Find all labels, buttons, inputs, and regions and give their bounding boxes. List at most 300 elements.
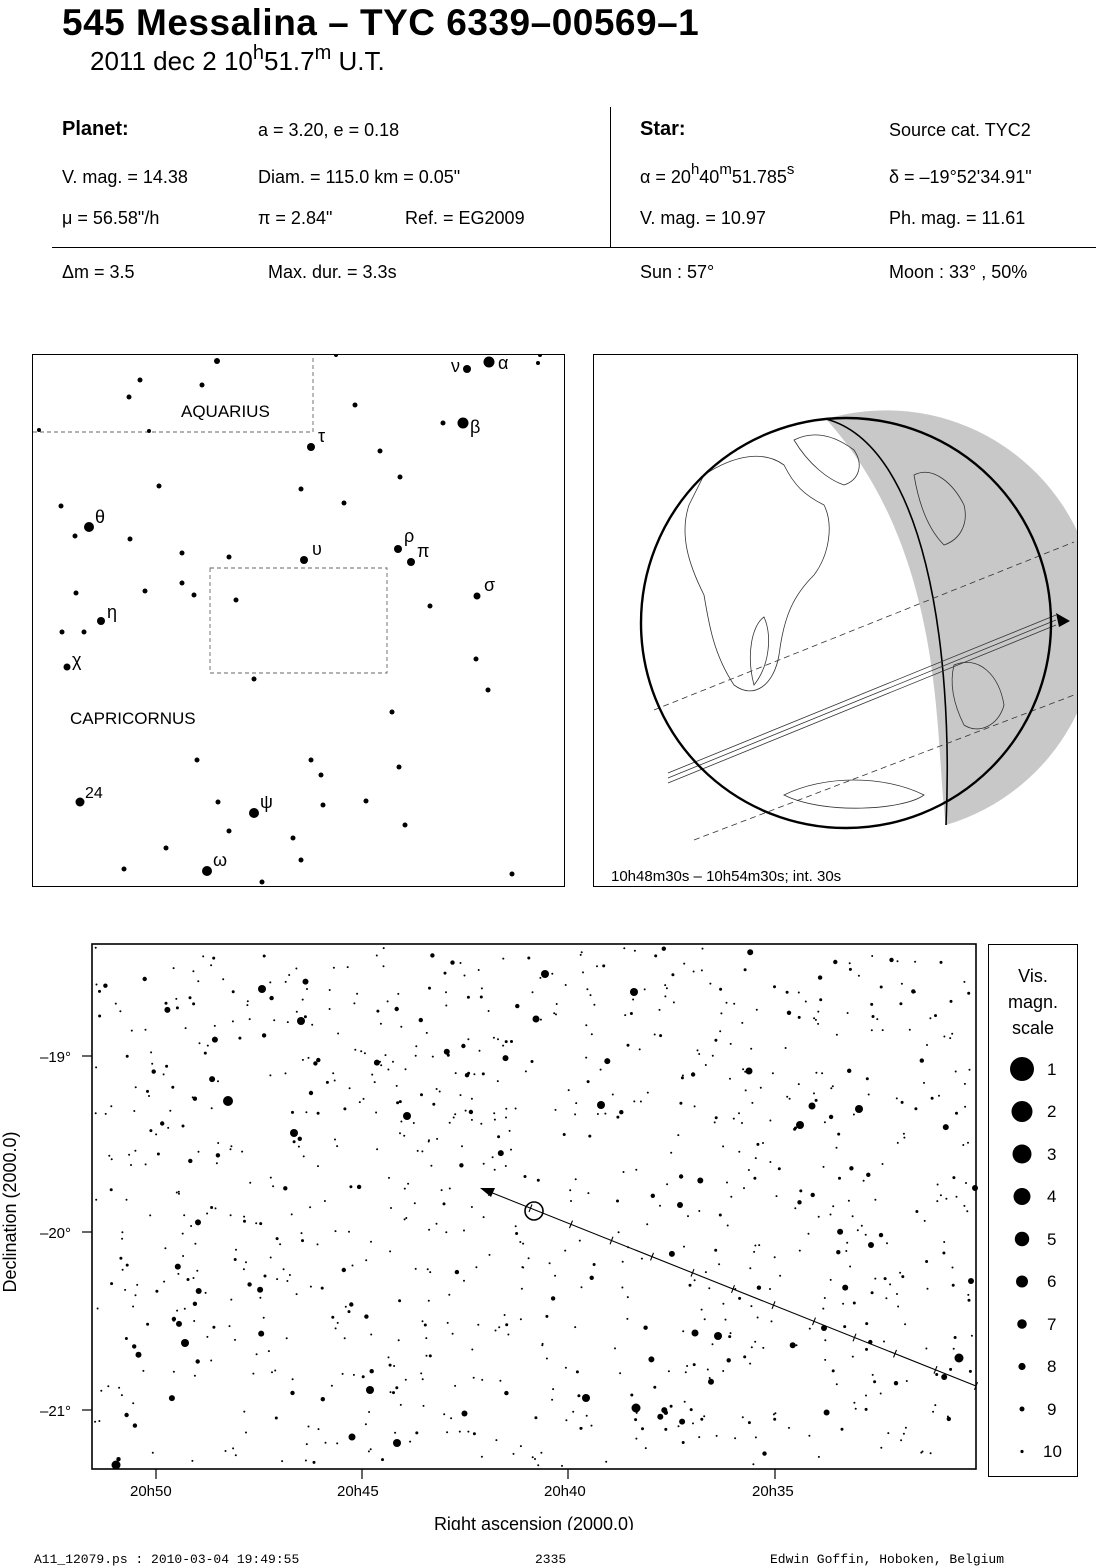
map-star <box>460 1094 462 1096</box>
map-star <box>230 1148 232 1150</box>
scale-dot-icon <box>1015 1232 1029 1246</box>
map-star <box>176 1321 182 1327</box>
finder-star <box>407 558 415 566</box>
map-star <box>632 999 634 1001</box>
map-star <box>268 1350 270 1352</box>
map-star <box>722 1370 724 1372</box>
map-star <box>283 1268 285 1270</box>
map-star <box>657 1414 663 1420</box>
finder-star <box>216 800 221 805</box>
map-star <box>651 1194 655 1198</box>
map-star <box>505 1323 508 1326</box>
label-pi: π <box>417 541 430 561</box>
map-star <box>605 1461 607 1463</box>
map-star <box>463 1230 465 1232</box>
map-star <box>302 1059 304 1061</box>
map-star <box>671 973 674 976</box>
map-star <box>930 1452 932 1454</box>
scale-label-5: 5 <box>1047 1230 1057 1249</box>
map-star <box>380 1023 382 1025</box>
map-star <box>693 1363 696 1366</box>
finder-star <box>147 429 151 433</box>
map-star <box>849 962 851 964</box>
map-star <box>855 1105 863 1113</box>
map-star <box>475 1266 477 1268</box>
map-star <box>647 1092 649 1094</box>
map-star <box>376 955 378 957</box>
map-star <box>135 1294 137 1296</box>
map-star <box>505 1040 508 1043</box>
star-alpha <box>640 161 795 188</box>
map-star <box>212 1326 215 1329</box>
map-star <box>380 1064 382 1066</box>
map-star <box>335 1327 337 1329</box>
map-star <box>427 1268 429 1270</box>
map-star <box>612 1094 614 1096</box>
map-star <box>368 1411 370 1413</box>
map-star <box>371 1074 373 1076</box>
map-star <box>883 1341 885 1343</box>
map-star <box>870 1003 873 1006</box>
map-star <box>753 1251 755 1253</box>
map-star <box>348 1310 351 1313</box>
map-star <box>940 961 943 964</box>
map-star <box>537 1179 540 1182</box>
map-star <box>762 1142 764 1144</box>
map-star <box>259 1222 262 1225</box>
map-star <box>448 1294 450 1296</box>
map-star <box>798 992 800 994</box>
map-star <box>914 1107 917 1110</box>
map-star <box>297 1017 305 1025</box>
map-star <box>477 1324 479 1326</box>
map-star <box>400 1026 402 1028</box>
map-star <box>722 1145 724 1147</box>
finder-star <box>390 710 395 715</box>
map-star <box>541 970 549 978</box>
map-star <box>405 1379 407 1381</box>
map-star <box>396 1085 398 1087</box>
map-star <box>232 990 235 993</box>
map-star <box>709 983 711 985</box>
map-star <box>471 1098 473 1100</box>
finder-star <box>342 501 347 506</box>
xtick-label-2035: 20h35 <box>752 1483 794 1500</box>
map-star <box>565 1419 567 1421</box>
map-star <box>799 1189 802 1192</box>
map-star <box>461 1145 463 1147</box>
map-star <box>430 953 434 957</box>
map-star <box>209 1076 215 1082</box>
finder-star <box>227 829 232 834</box>
map-star <box>697 1178 703 1184</box>
map-star <box>222 978 224 980</box>
map-star <box>750 1305 752 1307</box>
map-star <box>521 1266 523 1268</box>
map-star <box>157 1153 160 1156</box>
map-star <box>692 1422 694 1424</box>
map-star <box>349 1302 353 1306</box>
map-star <box>829 1115 833 1119</box>
map-star <box>149 1129 152 1132</box>
map-star <box>621 1287 623 1289</box>
map-star <box>757 1286 761 1290</box>
map-star <box>195 1219 201 1225</box>
map-star <box>654 1034 656 1036</box>
map-star <box>196 1288 202 1294</box>
finder-star <box>441 421 446 426</box>
map-star <box>668 1370 670 1372</box>
map-star <box>98 1420 100 1422</box>
map-star <box>404 1218 406 1220</box>
label-24: 24 <box>85 785 103 802</box>
map-star <box>125 1337 128 1340</box>
map-star <box>633 1100 635 1102</box>
map-star <box>809 1103 816 1110</box>
info-separator <box>52 247 1096 248</box>
map-star <box>564 1250 566 1252</box>
map-star <box>622 1261 624 1263</box>
map-star <box>863 1180 865 1182</box>
map-star <box>247 1282 251 1286</box>
scale-dot-icon <box>1010 1057 1034 1081</box>
map-star <box>579 1240 581 1242</box>
map-star <box>868 1242 874 1248</box>
map-star <box>532 1456 534 1458</box>
star-phmag: Ph. mag. = 11.61 <box>889 208 1026 228</box>
alpha-s: s <box>786 161 795 178</box>
map-star <box>206 1336 208 1338</box>
map-star <box>349 1087 351 1089</box>
xtick-label-2045: 20h45 <box>337 1483 379 1500</box>
map-star <box>719 1030 721 1032</box>
map-star <box>833 960 837 964</box>
map-star <box>342 1268 346 1272</box>
map-star <box>925 1260 928 1263</box>
map-star <box>465 1110 467 1112</box>
finder-star <box>143 589 148 594</box>
finder-star <box>128 537 133 542</box>
map-star <box>555 1013 557 1015</box>
map-star <box>866 1077 869 1080</box>
map-star <box>788 1427 790 1429</box>
map-star <box>722 1303 724 1305</box>
delta-mag: Δm = 3.5 <box>62 262 135 282</box>
finder-star <box>249 808 259 818</box>
date-text: 2011 dec 2 10 <box>90 46 253 76</box>
map-star <box>915 1210 918 1213</box>
map-star <box>194 1375 196 1377</box>
map-star <box>241 1151 243 1153</box>
map-star <box>134 1150 136 1152</box>
map-star <box>399 1100 402 1103</box>
map-star <box>436 1088 438 1090</box>
map-star <box>762 1451 766 1455</box>
map-star <box>502 958 504 960</box>
map-star <box>146 1323 149 1326</box>
map-star <box>793 1128 796 1131</box>
map-star <box>773 985 776 988</box>
map-star <box>255 1222 257 1224</box>
map-star <box>623 947 625 949</box>
map-star <box>754 1245 756 1247</box>
map-star <box>515 1004 519 1008</box>
map-star <box>298 1137 302 1141</box>
planet-ref: Ref. = EG2009 <box>405 208 525 228</box>
planet-vmag: V. mag. = 14.38 <box>62 167 188 187</box>
map-star <box>965 1182 967 1184</box>
map-star <box>301 1232 303 1234</box>
map-star <box>843 1325 846 1328</box>
map-star <box>362 1375 365 1378</box>
map-star <box>98 1015 101 1018</box>
map-star <box>210 1360 212 1362</box>
map-star <box>232 1447 234 1449</box>
map-star <box>581 1286 583 1288</box>
map-star <box>290 1129 298 1137</box>
map-star <box>873 1380 876 1383</box>
ytick-label-19: –19° <box>40 1049 72 1066</box>
map-star <box>454 1385 456 1387</box>
map-star <box>193 1320 195 1322</box>
map-star <box>469 1110 473 1114</box>
map-star <box>257 1287 263 1293</box>
map-star <box>276 1278 278 1280</box>
map-star <box>537 1464 539 1466</box>
map-star <box>887 1432 889 1434</box>
finder-star <box>510 872 515 877</box>
map-star <box>95 1112 97 1114</box>
map-star <box>935 1373 938 1376</box>
map-star <box>165 1002 168 1005</box>
map-star <box>586 1415 588 1417</box>
map-star <box>447 1322 449 1324</box>
map-star <box>796 1344 798 1346</box>
finder-star <box>138 378 143 383</box>
map-star <box>730 1196 732 1198</box>
label-tau: τ <box>318 426 326 446</box>
map-star <box>332 1072 334 1074</box>
map-star <box>463 1280 465 1282</box>
map-star <box>889 1283 891 1285</box>
map-star <box>494 1169 496 1171</box>
map-star <box>119 1257 122 1260</box>
map-star <box>664 995 666 997</box>
map-star <box>581 951 583 953</box>
scale-dot-icon <box>1013 1145 1032 1164</box>
map-star <box>786 1096 788 1098</box>
map-star <box>932 1411 934 1413</box>
map-star <box>968 1278 974 1284</box>
map-star <box>741 1022 743 1024</box>
scale-dot-icon <box>1012 1101 1033 1122</box>
map-star <box>871 1291 874 1294</box>
map-star <box>824 1297 826 1299</box>
map-star <box>904 1323 906 1325</box>
map-star <box>753 1177 756 1180</box>
map-star <box>679 1174 683 1178</box>
map-star <box>604 1058 610 1064</box>
map-star <box>326 1081 329 1084</box>
map-star <box>420 1372 422 1374</box>
map-star <box>426 1355 428 1357</box>
finder-star <box>353 403 358 408</box>
label-nu: ν <box>451 356 460 376</box>
map-star <box>121 1394 123 1396</box>
map-star <box>666 987 668 989</box>
map-star <box>182 1233 184 1235</box>
map-star <box>212 1037 218 1043</box>
map-star <box>128 1154 130 1156</box>
starmap-area <box>0 940 980 1530</box>
map-star <box>444 972 447 975</box>
map-star <box>931 1097 934 1100</box>
label-omega: ω <box>213 850 228 870</box>
map-star <box>692 1330 699 1337</box>
map-star <box>952 1267 954 1269</box>
map-star <box>746 1068 753 1075</box>
map-star <box>582 971 584 973</box>
map-star <box>894 1381 898 1385</box>
map-star <box>750 1048 752 1050</box>
map-star <box>132 1306 134 1308</box>
map-star <box>577 1394 580 1397</box>
map-star <box>872 1374 874 1376</box>
map-star <box>872 1015 875 1018</box>
star-delta: δ = –19°52'34.91" <box>889 167 1032 187</box>
map-star <box>183 1214 185 1216</box>
map-star <box>687 1215 689 1217</box>
map-star <box>836 1034 838 1036</box>
planet-label: Planet: <box>62 118 129 140</box>
map-star <box>597 1113 599 1115</box>
map-star <box>465 1073 469 1077</box>
map-star <box>645 1447 647 1449</box>
map-star <box>682 1441 685 1444</box>
map-star <box>313 1461 316 1464</box>
map-star <box>126 1264 129 1267</box>
map-star <box>175 998 177 1000</box>
map-star <box>349 1434 356 1441</box>
map-star <box>805 1001 807 1003</box>
map-star <box>670 1405 673 1408</box>
map-star <box>467 996 470 999</box>
alpha-min: 40 <box>699 167 720 187</box>
map-star <box>602 964 605 967</box>
map-star <box>644 988 646 990</box>
map-star <box>271 1371 273 1373</box>
map-star <box>388 1356 390 1358</box>
map-star <box>857 1229 859 1231</box>
map-star <box>110 1105 112 1107</box>
map-star <box>681 1076 684 1079</box>
map-star <box>756 1143 759 1146</box>
map-star <box>428 987 431 990</box>
map-star <box>757 1317 759 1319</box>
map-star <box>449 1188 451 1190</box>
map-star <box>454 1113 456 1115</box>
map-star <box>295 968 297 970</box>
scale-label-2: 2 <box>1047 1102 1057 1121</box>
finder-star <box>73 534 78 539</box>
map-star <box>884 1277 887 1280</box>
map-star <box>748 1421 751 1424</box>
map-star <box>969 1069 971 1071</box>
map-star <box>852 1215 854 1217</box>
map-star <box>450 960 454 964</box>
ut-text: U.T. <box>331 46 385 76</box>
finder-star <box>74 591 79 596</box>
finder-star <box>195 758 200 763</box>
map-star <box>422 1320 424 1322</box>
map-star <box>481 1456 483 1458</box>
map-star <box>778 1167 781 1170</box>
alpha-prefix: α = 20 <box>640 167 691 187</box>
finder-star <box>82 630 87 635</box>
map-star <box>776 1195 778 1197</box>
map-star <box>217 1142 219 1144</box>
map-star <box>552 1388 554 1390</box>
finder-star <box>321 803 326 808</box>
map-star <box>824 1359 826 1361</box>
map-star <box>353 1374 355 1376</box>
map-star <box>415 1055 417 1057</box>
map-star <box>897 1142 899 1144</box>
map-star <box>124 1413 128 1417</box>
scale-dot-icon <box>1014 1188 1031 1205</box>
map-star <box>309 1206 311 1208</box>
map-star <box>497 1135 500 1138</box>
label-rho: ρ <box>404 526 415 546</box>
magnitude-scale <box>988 944 1078 1477</box>
scale-svg <box>989 945 1077 1478</box>
map-star <box>714 1039 717 1042</box>
map-star <box>604 1113 606 1115</box>
map-star <box>815 1099 818 1102</box>
map-star <box>677 1202 683 1208</box>
map-star <box>495 1439 497 1441</box>
map-star <box>832 1085 834 1087</box>
map-star <box>527 957 530 960</box>
map-star <box>225 1450 227 1452</box>
map-star <box>274 1370 276 1372</box>
finder-star <box>200 383 205 388</box>
map-star <box>497 1038 499 1040</box>
map-star <box>903 1133 905 1135</box>
map-star <box>488 1010 490 1012</box>
map-star <box>659 1034 662 1037</box>
map-star <box>276 1237 279 1240</box>
map-star <box>317 1112 320 1115</box>
map-star <box>700 1418 703 1421</box>
map-star <box>478 969 480 971</box>
map-star <box>459 1431 461 1433</box>
map-star <box>569 1189 571 1191</box>
map-star <box>967 1142 969 1144</box>
map-star <box>575 1102 577 1104</box>
map-star <box>252 1373 254 1375</box>
map-star <box>574 1113 576 1115</box>
map-star <box>515 1225 517 1227</box>
map-star <box>787 1011 791 1015</box>
map-star <box>473 1073 475 1075</box>
map-star <box>173 967 175 969</box>
map-star <box>172 1319 175 1322</box>
map-star <box>223 1096 233 1106</box>
map-star <box>796 1121 804 1129</box>
map-star <box>614 1347 616 1349</box>
map-star <box>364 1314 368 1318</box>
